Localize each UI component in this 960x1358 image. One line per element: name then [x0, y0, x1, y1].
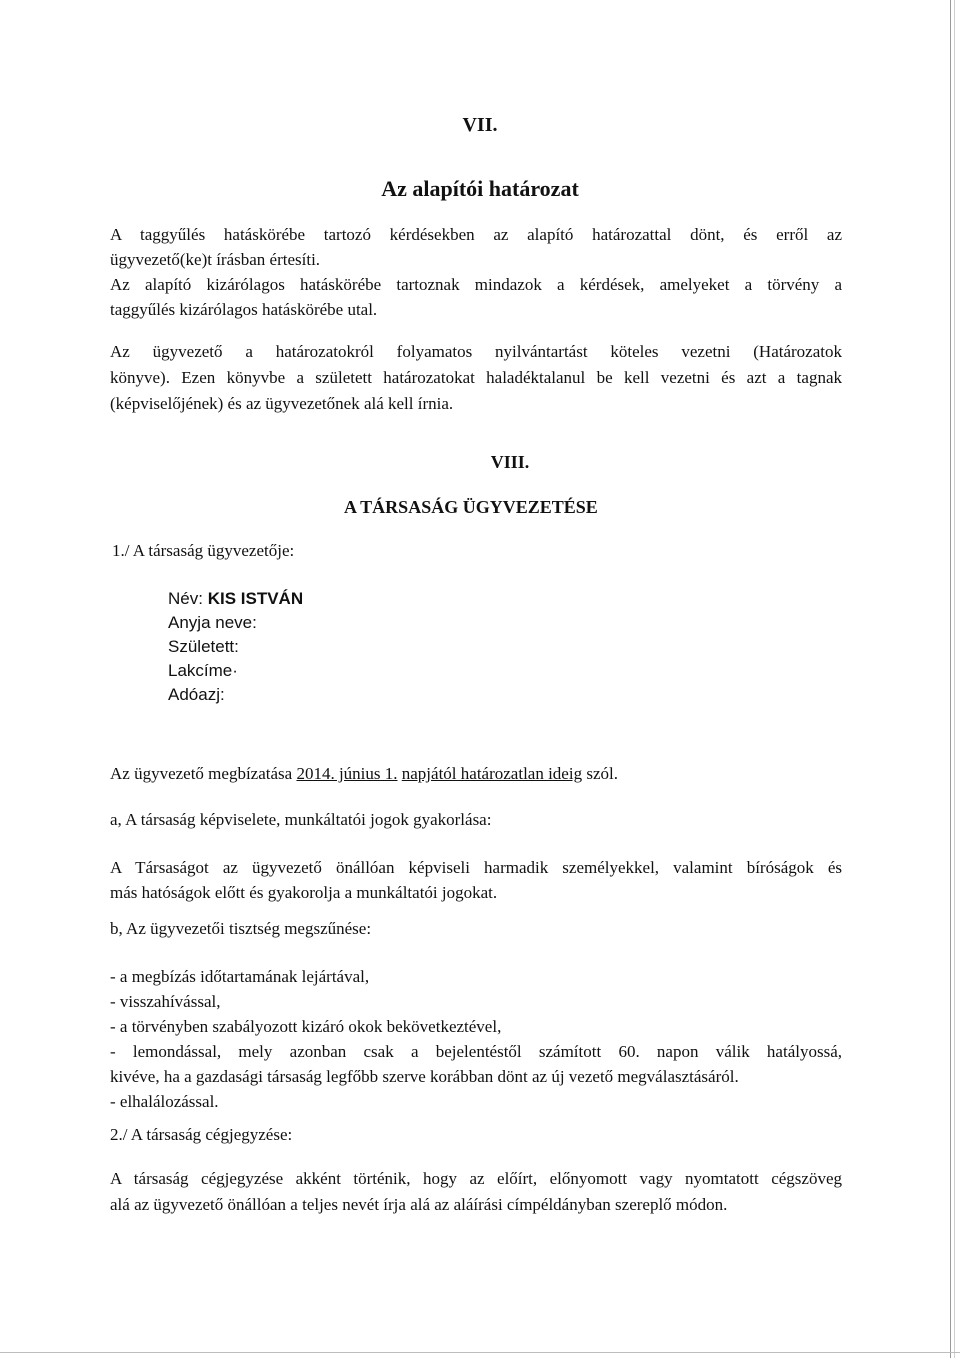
text-line: A taggyűlés hatáskörébe tartozó kérdésekben az alapító határozattal dönt, és erről az	[110, 225, 842, 244]
section-8-title: A TÁRSASÁG ÜGYVEZETÉSE	[344, 497, 598, 517]
text-line: más hatóságok előtt és gyakorolja a munkáltatói jogokat.	[110, 883, 498, 902]
list-item: - elhalálozással.	[110, 1092, 219, 1111]
text-line: ügyvezető(ke)t írásban értesíti.	[110, 250, 321, 269]
list-item: - visszahívással,	[110, 992, 221, 1011]
address-label: Lakcíme·	[168, 661, 238, 680]
scan-edge-right-secondary	[954, 0, 955, 1358]
mandate-text-start: Az ügyvezető megbízatása	[110, 764, 297, 783]
form-row-mother	[168, 611, 303, 635]
list-item: kivéve, ha a gazdasági társaság legfőbb szerve korábban dönt az új vezető megválasztásáról.	[110, 1067, 739, 1086]
text-line: (képviselőjének) és az ügyvezetőnek alá kell írnia.	[110, 394, 454, 413]
item-2-heading: 2./ A társaság cégjegyzése:	[110, 1125, 293, 1144]
text-line: taggyűlés kizárólagos hatáskörébe utal.	[110, 300, 378, 319]
mandate-term: napjától határozatlan ideig	[401, 764, 583, 783]
subsection-b-heading: b, Az ügyvezetői tisztség megszűnése:	[110, 919, 372, 938]
section-7-title: Az alapítói határozat	[381, 176, 579, 201]
section-7-number: VII.	[462, 114, 498, 136]
scan-edge-bottom	[0, 1352, 960, 1353]
text-line: alá az ügyvezető önállóan a teljes nevét írja alá az aláírási címpéldányban szereplő módon.	[110, 1195, 728, 1214]
text-line: Az alapító kizárólagos hatáskörébe tartoznak mindazok a kérdések, amelyeket a törvény a	[110, 275, 842, 294]
form-row-born	[168, 635, 303, 659]
item-2-text	[110, 1166, 842, 1218]
subsection-a-heading: a, A társaság képviselete, munkáltatói jogok gyakorlása:	[110, 810, 492, 829]
birth-label: Született:	[168, 637, 239, 656]
text-line: könyve). Ezen könyvbe a született határozatokat haladéktalanul be kell vezetni és azt a tagnak	[110, 368, 842, 387]
text-line: Az ügyvezető a határozatokról folyamatos nyilvántartást köteles vezetni (Határozatok	[110, 342, 842, 361]
name-label: Név:	[168, 589, 203, 608]
list-item: - lemondással, mely azonban csak a bejelentéstől számított 60. napon válik hatályossá,	[110, 1042, 842, 1061]
list-item: - a megbízás időtartamának lejártával,	[110, 967, 370, 986]
mother-name-label: Anyja neve:	[168, 613, 257, 632]
text-line: A társaság cégjegyzése akként történik, hogy az előírt, előnyomott vagy nyomtatott cégszöveg	[110, 1169, 842, 1188]
mandate-date: 2014. június 1.	[296, 764, 398, 783]
mandate-text-end: szól.	[582, 764, 618, 783]
form-row-tax	[168, 683, 303, 707]
manager-data-form	[168, 587, 303, 707]
section-8-number: VIII.	[490, 452, 530, 472]
list-item: - a törvényben szabályozott kizáró okok bekövetkeztével,	[110, 1017, 502, 1036]
form-row-name	[168, 587, 303, 611]
section-7-paragraph-3	[110, 339, 842, 417]
section-7-paragraph-1	[110, 222, 842, 272]
item-1-heading: 1./ A társaság ügyvezetője:	[112, 541, 295, 560]
subsection-a-text	[110, 855, 842, 905]
tax-id-label: Adóazj:	[168, 685, 225, 704]
text-line: A Társaságot az ügyvezető önállóan képviseli harmadik személyekkel, valamint bíróságok és	[110, 858, 842, 877]
termination-list	[110, 964, 842, 1114]
form-row-address	[168, 659, 303, 683]
section-7-paragraph-2	[110, 272, 842, 322]
name-value: KIS ISTVÁN	[207, 589, 304, 608]
mandate-sentence	[110, 764, 618, 784]
scan-edge-right	[950, 0, 951, 1358]
